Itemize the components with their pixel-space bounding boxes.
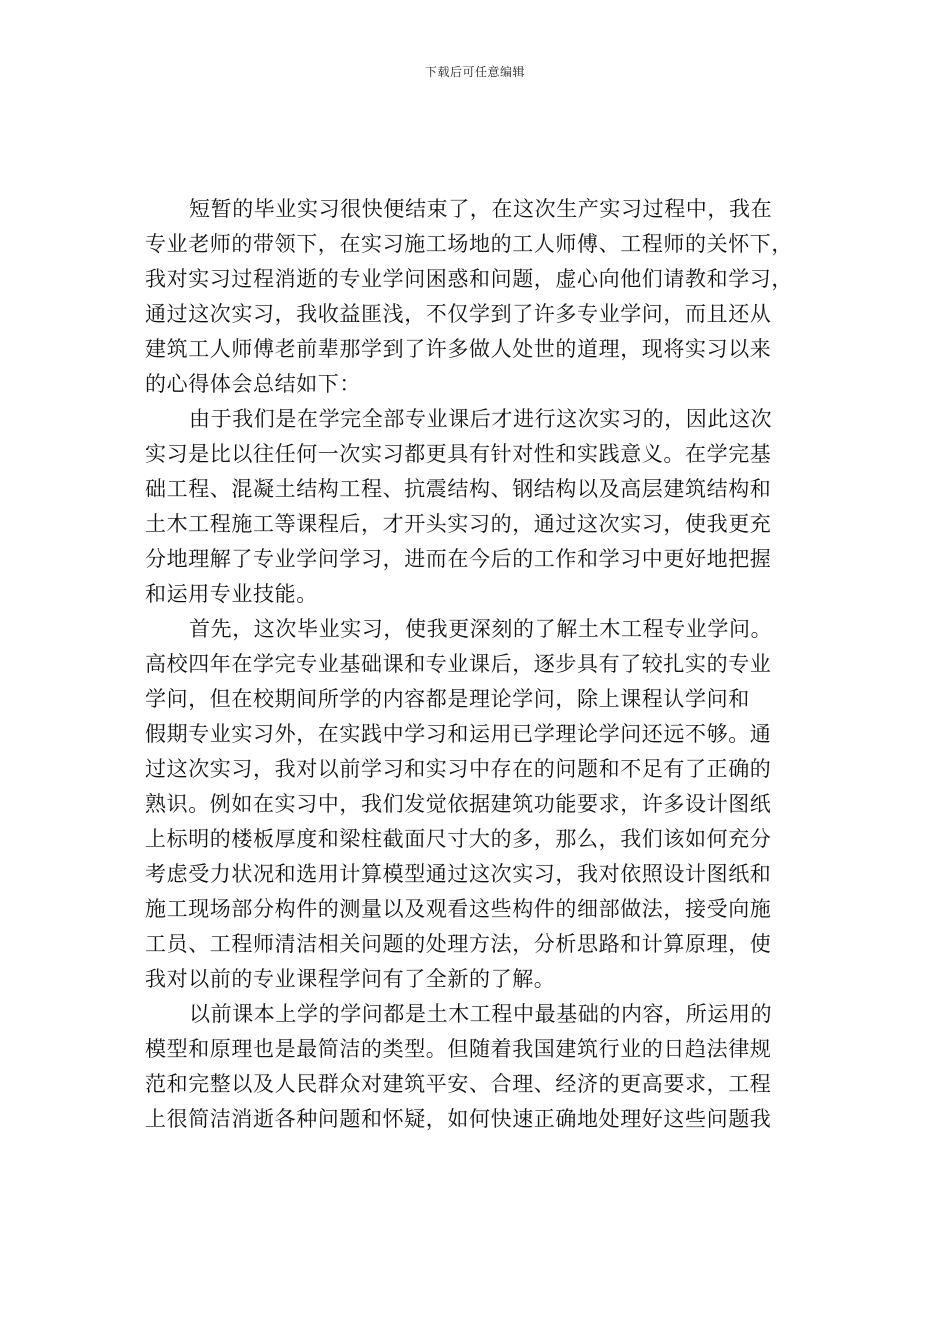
- page-header: 下载后可任意编辑: [424, 65, 525, 79]
- paragraph-3-line-5: 过这次实习，我对以前学习和实习中存在的问题和不足有了正确的: [145, 757, 772, 781]
- paragraph-1-line-6: 的心得体会总结如下：: [145, 372, 361, 396]
- paragraph-3-line-9: 施工现场部分构件的测量以及观看这些构件的细部做法，接受向施: [145, 897, 772, 921]
- paragraph-3-line-8: 考虑受力状况和选用计算模型通过这次实习，我对依照设计图纸和: [145, 862, 772, 886]
- paragraph-2-line-4: 土木工程施工等课程后，才开头实习的，通过这次实习，使我更充: [145, 512, 772, 536]
- paragraph-2-line-2: 实习是比以往任何一次实习都更具有针对性和实践意义。在学完基: [145, 442, 772, 466]
- paragraph-2-line-5: 分地理解了专业学问学习，进而在今后的工作和学习中更好地把握: [145, 547, 772, 571]
- paragraph-3-line-11: 我对以前的专业课程学问有了全新的了解。: [145, 967, 556, 991]
- paragraph-1-line-4: 通过这次实习，我收益匪浅，不仅学到了许多专业学问，而且还从: [145, 302, 772, 326]
- paragraph-2-line-3: 础工程、混凝土结构工程、抗震结构、钢结构以及高层建筑结构和: [145, 477, 772, 501]
- paragraph-1-line-1: 短暂的毕业实习很快便结束了，在这次生产实习过程中，我在: [189, 197, 773, 221]
- paragraph-3-line-3: 学问，但在校期间所学的内容都是理论学问，除上课程认学问和: [145, 687, 750, 711]
- paragraph-3-line-1: 首先，这次毕业实习，使我更深刻的了解土木工程专业学问。: [189, 617, 773, 641]
- document-body: [145, 192, 805, 1137]
- paragraph-4-line-4: 上很简洁消逝各种问题和怀疑，如何快速正确地处理好这些问题我: [145, 1107, 772, 1131]
- paragraph-3-line-4: 假期专业实习外，在实践中学习和运用已学理论学问还远不够。通: [145, 722, 772, 746]
- paragraph-4-line-2: 模型和原理也是最简洁的类型。但随着我国建筑行业的日趋法律规: [145, 1037, 772, 1061]
- paragraph-3-line-7: 上标明的楼板厚度和梁柱截面尺寸大的多，那么，我们该如何充分: [145, 827, 772, 851]
- paragraph-1-line-2: 专业老师的带领下，在实习施工场地的工人师傅、工程师的关怀下，: [145, 232, 793, 256]
- paragraph-1-line-5: 建筑工人师傅老前辈那学到了许多做人处世的道理，现将实习以来: [145, 337, 772, 361]
- paragraph-2-line-1: 由于我们是在学完全部专业课后才进行这次实习的，因此这次: [189, 407, 773, 431]
- paragraph-2-line-6: 和运用专业技能。: [145, 582, 318, 606]
- paragraph-4-line-3: 范和完整以及人民群众对建筑平安、合理、经济的更高要求，工程: [145, 1072, 772, 1096]
- paragraph-3-line-10: 工员、工程师清洁相关问题的处理方法，分析思路和计算原理，使: [145, 932, 772, 956]
- paragraph-3-line-6: 熟识。例如在实习中，我们发觉依据建筑功能要求，许多设计图纸: [145, 792, 772, 816]
- paragraph-4-line-1: 以前课本上学的学问都是土木工程中最基础的内容，所运用的: [189, 1002, 773, 1026]
- paragraph-1-line-3: 我对实习过程消逝的专业学问困惑和问题，虚心向他们请教和学习，: [145, 267, 793, 291]
- paragraph-3-line-2: 高校四年在学完专业基础课和专业课后，逐步具有了较扎实的专业: [145, 652, 772, 676]
